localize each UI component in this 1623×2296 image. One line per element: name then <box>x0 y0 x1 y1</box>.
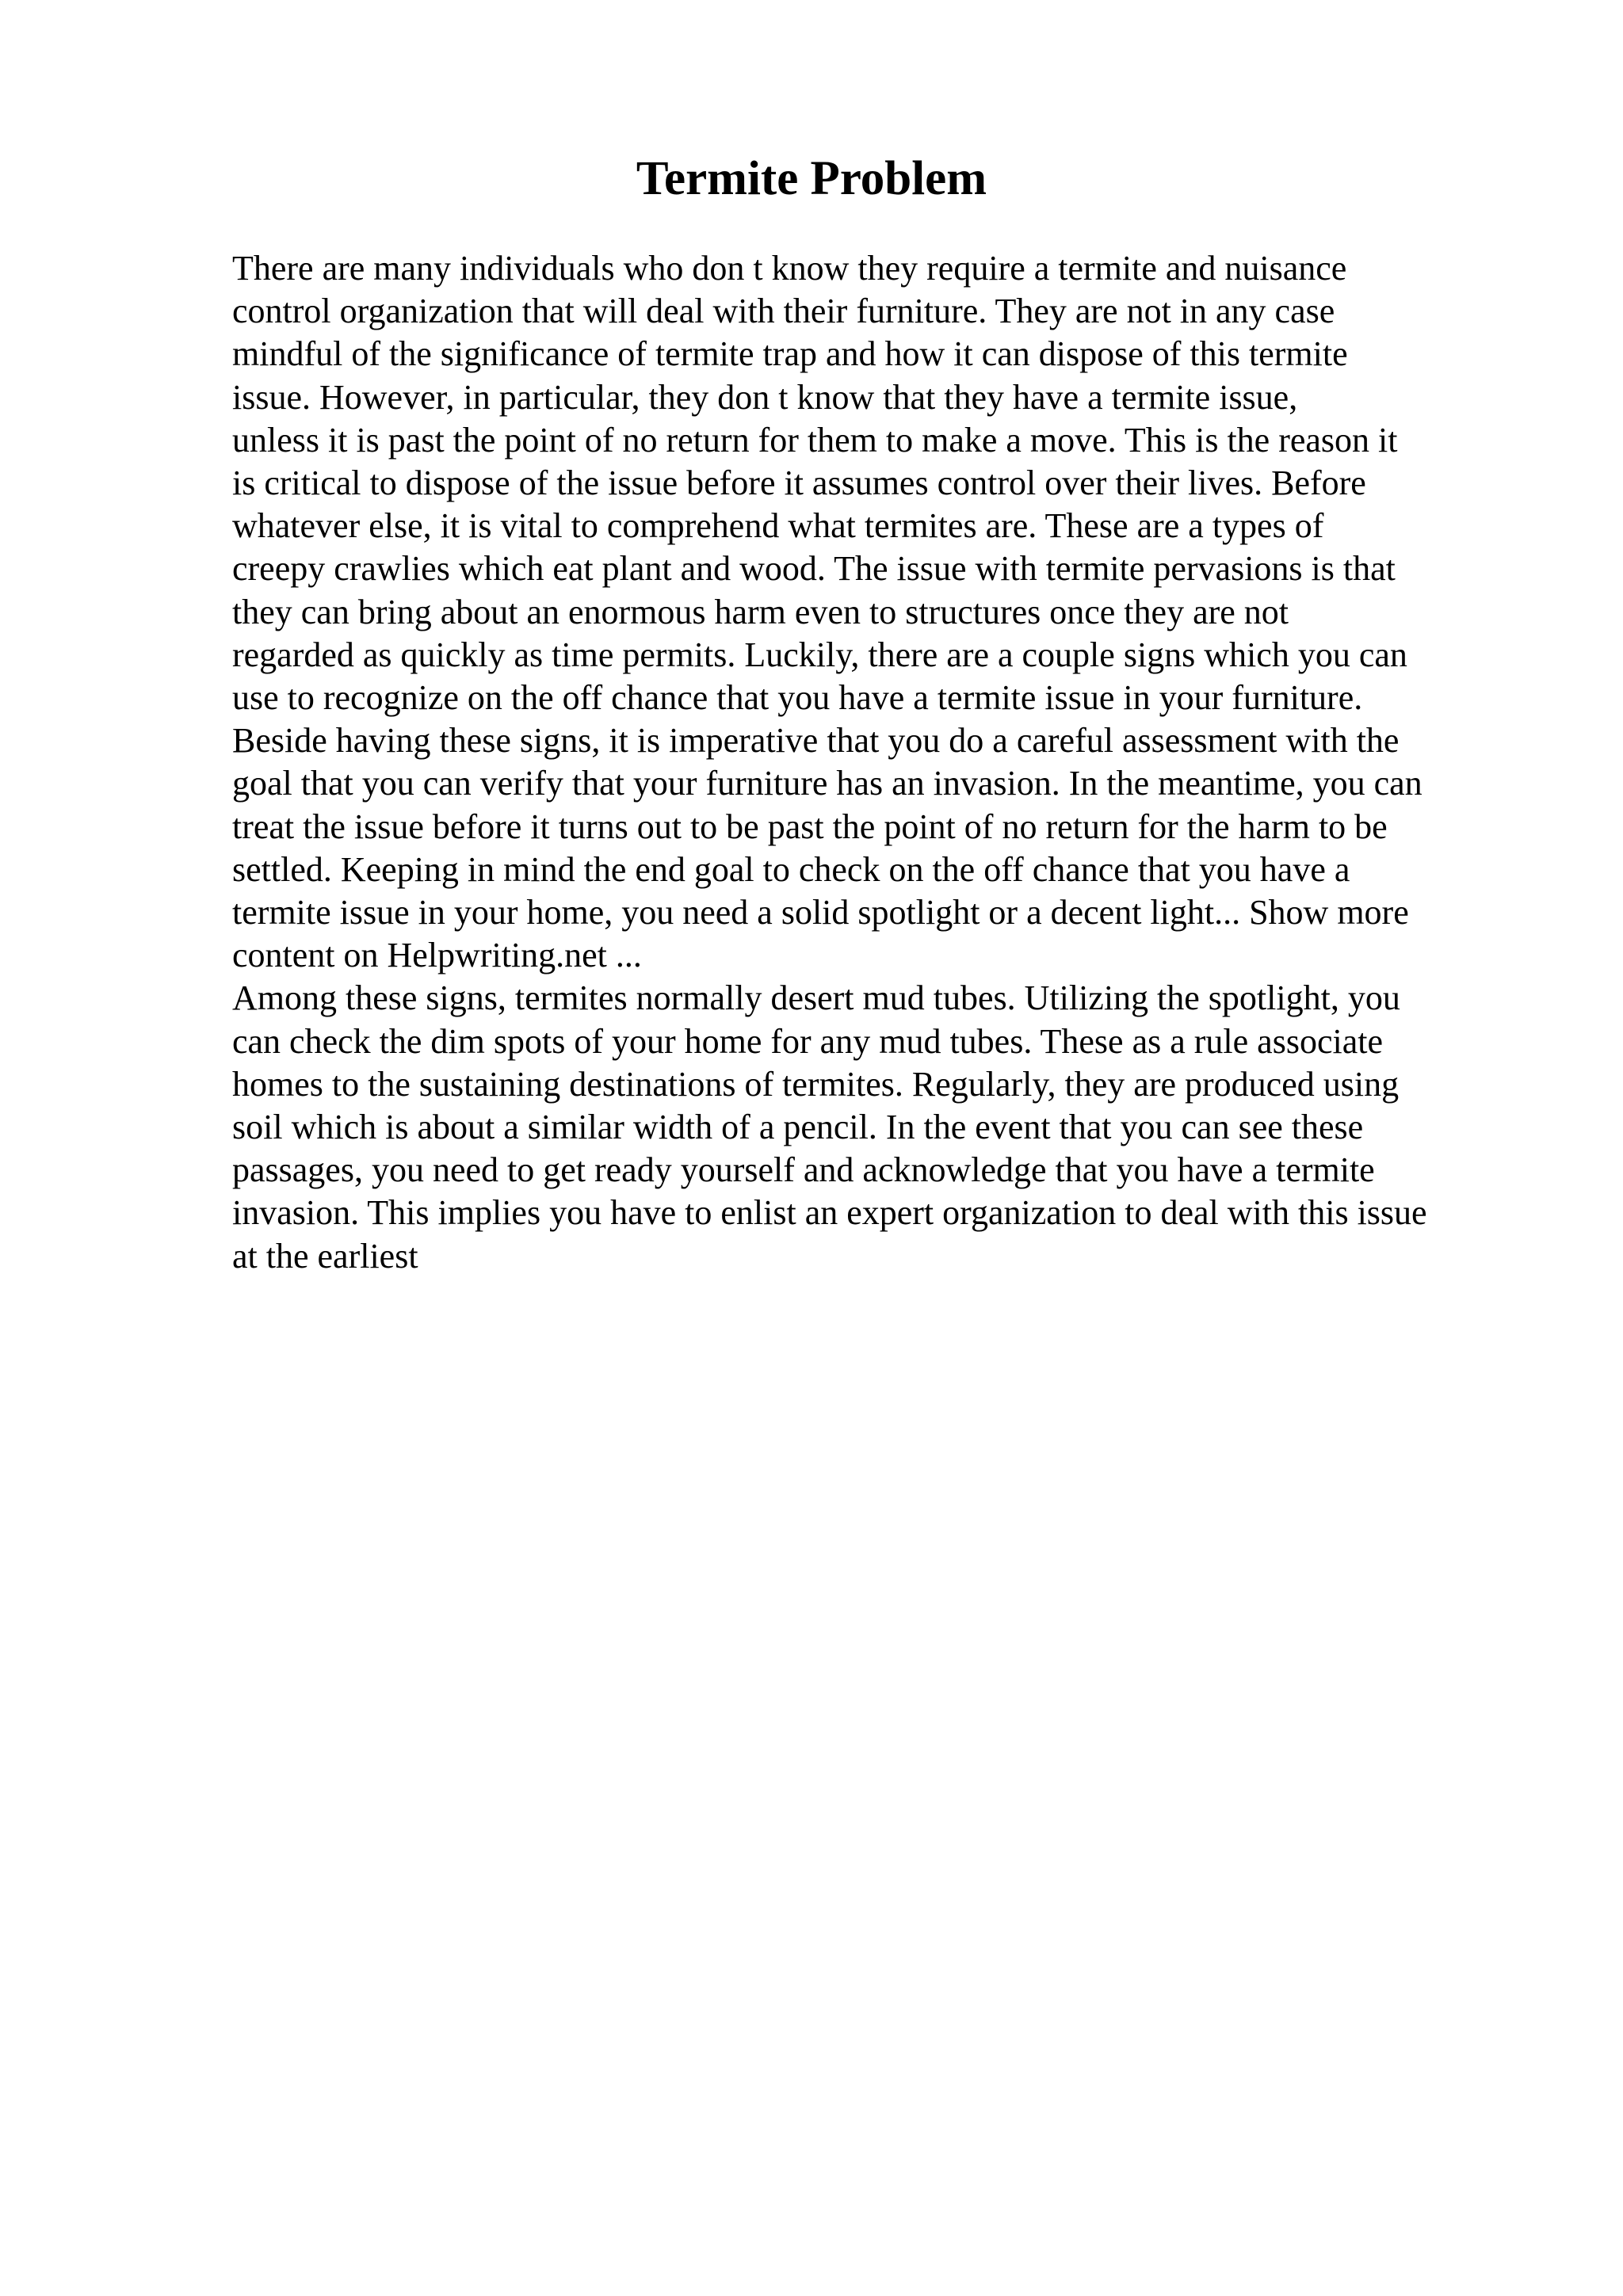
body-line: unless it is past the point of no return for them to make a move. This is the reason it <box>232 420 1398 460</box>
body-line: There are many individuals who don t know they require a termite and nuisance <box>232 249 1347 288</box>
body-line: goal that you can verify that your furniture has an invasion. In the meantime, you can <box>232 764 1423 803</box>
body-line: Beside having these signs, it is imperative that you do a careful assessment with the <box>232 721 1400 761</box>
body-line: can check the dim spots of your home for any mud tubes. These as a rule associate <box>232 1021 1383 1061</box>
body-line: homes to the sustaining destinations of termites. Regularly, they are produced using <box>232 1064 1400 1104</box>
body-line: treat the issue before it turns out to be past the point of no return for the harm to be <box>232 807 1388 846</box>
body-line: is critical to dispose of the issue before it assumes control over their lives. Before <box>232 463 1366 503</box>
body-line: settled. Keeping in mind the end goal to check on the off chance that you have a <box>232 849 1350 889</box>
body-line: passages, you need to get ready yourself and acknowledge that you have a termite <box>232 1150 1375 1190</box>
body-line: creepy crawlies which eat plant and wood. The issue with termite pervasions is that <box>232 549 1396 589</box>
body-line: they can bring about an enormous harm even to structures once they are not <box>232 592 1289 631</box>
body-line: Among these signs, termites normally desert mud tubes. Utilizing the spotlight, you <box>232 978 1400 1018</box>
body-line: control organization that will deal with their furniture. They are not in any case <box>232 292 1335 331</box>
body-line: content on Helpwriting.net ... <box>232 936 642 975</box>
body-line: whatever else, it is vital to comprehend what termites are. These are a types of <box>232 506 1324 546</box>
body-line: termite issue in your home, you need a solid spotlight or a decent light... Show more <box>232 893 1409 933</box>
document-body <box>232 247 1516 1278</box>
body-line: regarded as quickly as time permits. Luckily, there are a couple signs which you can <box>232 635 1407 674</box>
document-title: Termite Problem <box>636 152 987 205</box>
body-line: issue. However, in particular, they don t know that they have a termite issue, <box>232 377 1298 417</box>
body-line: invasion. This implies you have to enlist an expert organization to deal with this issue <box>232 1193 1427 1233</box>
body-line: soil which is about a similar width of a pencil. In the event that you can see these <box>232 1108 1364 1147</box>
body-line: use to recognize on the off chance that you have a termite issue in your furniture. <box>232 678 1363 718</box>
body-line: at the earliest <box>232 1236 418 1276</box>
body-line: mindful of the significance of termite trap and how it can dispose of this termite <box>232 334 1348 374</box>
